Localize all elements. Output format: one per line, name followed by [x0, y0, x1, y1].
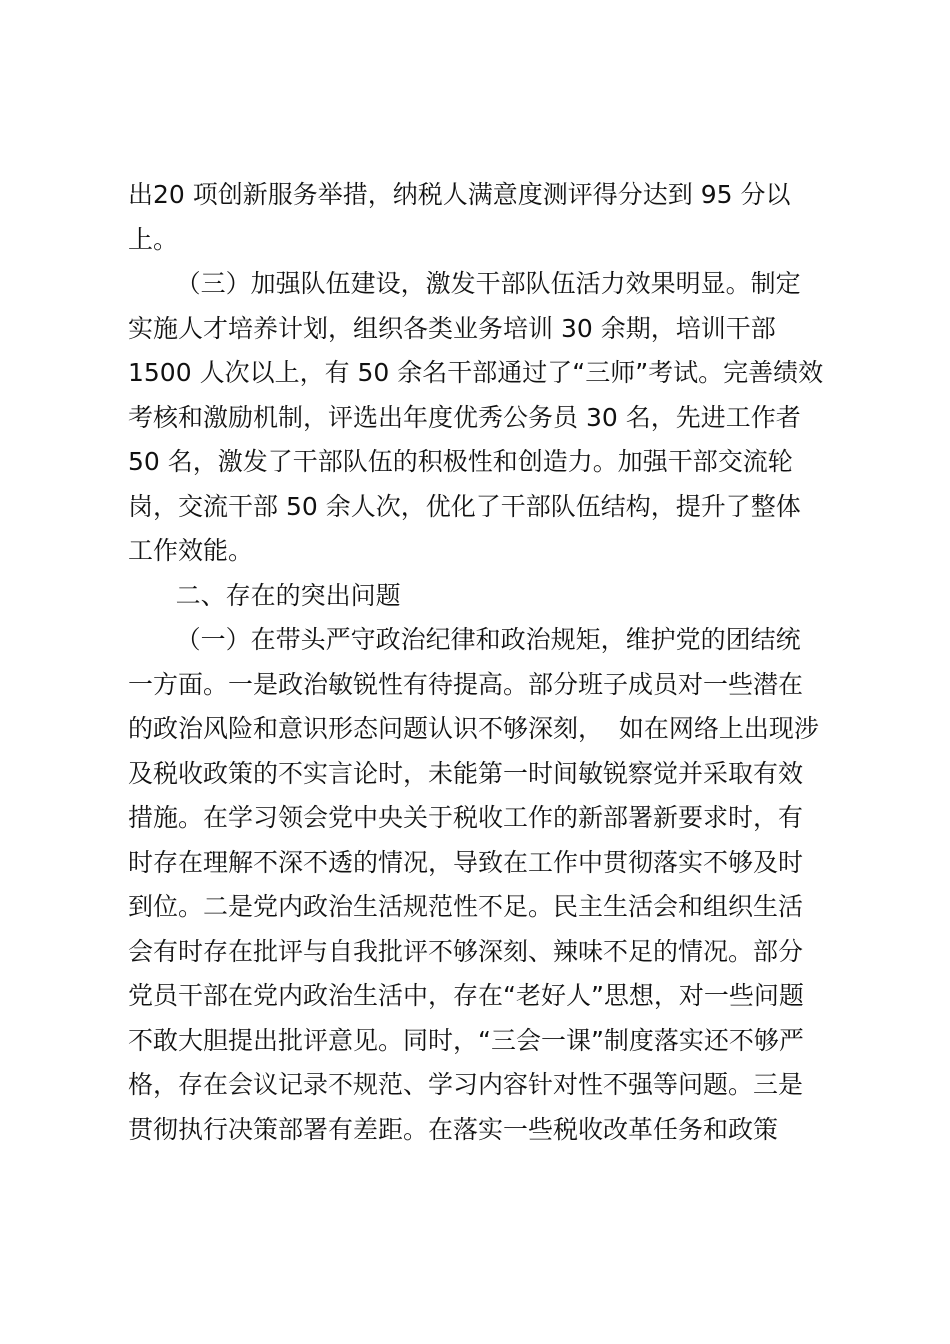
text-line: 时存在理解不深不透的情况，导致在工作中贯彻落实不够及时	[128, 847, 804, 877]
text-line: （一）在带头严守政治纪律和政治规矩，维护党的团结统	[128, 625, 801, 654]
text-line: 实施人才培养计划，组织各类业务培训 30 余期，培训干部	[128, 313, 776, 343]
text-line: （三）加强队伍建设，激发干部队伍活力效果明显。制定	[128, 269, 801, 298]
text-line: 上。	[128, 224, 179, 254]
text-line: 贯彻执行决策部署有差距。在落实一些税收改革任务和政策	[128, 1114, 779, 1144]
text-line: 措施。在学习领会党中央关于税收工作的新部署新要求时，有	[128, 803, 804, 832]
text-line: 一方面。一是政治敏锐性有待提高。部分班子成员对一些潜在	[128, 669, 804, 699]
text-line: 岗，交流干部 50 余人次，优化了干部队伍结构，提升了整体	[128, 491, 801, 521]
text-line: 考核和激励机制，评选出年度优秀公务员 30 名，先进工作者	[128, 402, 801, 432]
text-line: 的政治风险和意识形态问题认识不够深刻， 如在网络上出现涉	[128, 714, 819, 743]
text-line: 格，存在会议记录不规范、学习内容针对性不强等问题。三是	[128, 1070, 804, 1099]
text-line: 出20 项创新服务举措，纳税人满意度测评得分达到 95 分以	[128, 180, 791, 209]
text-line: 到位。二是党内政治生活规范性不足。民主生活会和组织生活	[128, 892, 804, 921]
document-body	[128, 173, 828, 1152]
text-line: 工作效能。	[128, 536, 254, 565]
text-line: 及税收政策的不实言论时，未能第一时间敏锐察觉并采取有效	[128, 758, 804, 788]
section-heading: 二、存在的突出问题	[128, 580, 401, 610]
text-line: 不敢大胆提出批评意见。同时，“三会一课”制度落实还不够严	[128, 1025, 804, 1055]
text-line: 会有时存在批评与自我批评不够深刻、辣味不足的情况。部分	[128, 936, 804, 966]
text-line: 党员干部在党内政治生活中，存在“老好人”思想，对一些问题	[128, 981, 804, 1010]
text-line: 50 名，激发了干部队伍的积极性和创造力。加强干部交流轮	[128, 447, 793, 476]
text-line: 1500 人次以上，有 50 余名干部通过了“三师”考试。完善绩效	[128, 358, 824, 387]
